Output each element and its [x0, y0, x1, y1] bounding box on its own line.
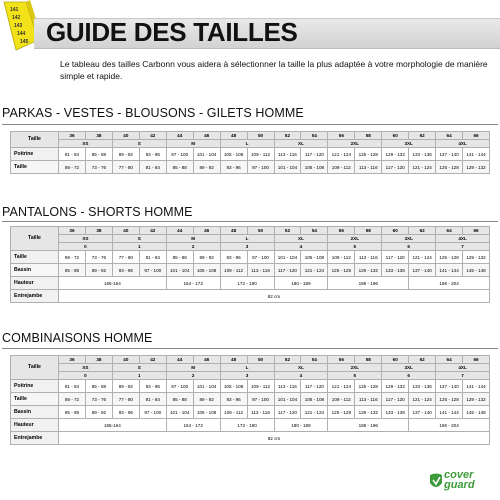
- size-number: 42: [139, 356, 166, 364]
- measure-value: 101 - 104: [274, 161, 301, 174]
- measure-value: 89 - 92: [85, 264, 112, 277]
- size-number: 38: [85, 356, 112, 364]
- table-row: [11, 406, 490, 419]
- measure-value: 81 - 84: [139, 251, 166, 264]
- size-letter: L: [220, 140, 274, 148]
- size-letter: 4XL: [436, 364, 490, 372]
- size-number: 66: [463, 132, 490, 140]
- measure-value: 137 - 140: [409, 264, 436, 277]
- entrejambe-label: Entrejambe: [11, 290, 59, 303]
- measure-value: 141 - 144: [463, 380, 490, 393]
- size-number: 60: [382, 227, 409, 235]
- entrejambe-value: 82 cm: [59, 290, 490, 303]
- measure-value: 105 - 108: [301, 251, 328, 264]
- size-number: 62: [409, 132, 436, 140]
- size-number: 52: [274, 227, 301, 235]
- measure-value: 105 - 108: [193, 406, 220, 419]
- measure-label: Taille: [11, 393, 59, 406]
- size-index: 0: [59, 243, 113, 251]
- size-index: 7: [436, 243, 490, 251]
- measure-value: 93 - 96: [112, 264, 139, 277]
- measure-value: 101 - 104: [166, 264, 193, 277]
- measure-value: 109 - 112: [247, 380, 274, 393]
- measure-value: 93 - 96: [139, 148, 166, 161]
- measure-value: 69 - 72: [59, 161, 86, 174]
- size-number: 66: [463, 227, 490, 235]
- measure-value: 113 - 116: [247, 264, 274, 277]
- size-number: 64: [436, 356, 463, 364]
- measure-value: 73 - 76: [85, 393, 112, 406]
- size-index: 4: [274, 243, 328, 251]
- measure-value: 89 - 92: [112, 148, 139, 161]
- size-letter: 3XL: [382, 140, 436, 148]
- size-index: 2: [166, 372, 220, 380]
- logo-line2: guard: [444, 479, 475, 491]
- measure-value: 109 - 112: [220, 264, 247, 277]
- measure-value: 117 - 120: [301, 380, 328, 393]
- hauteur-value: 188 - 196: [328, 419, 409, 432]
- section-title-parkas: PARKAS - VESTES - BLOUSONS - GILETS HOMME: [2, 106, 304, 120]
- size-number: 46: [193, 132, 220, 140]
- measure-value: 125 - 128: [436, 161, 463, 174]
- size-letter: 2XL: [328, 235, 382, 243]
- size-number: 36: [59, 132, 86, 140]
- section-divider: [2, 348, 498, 349]
- table-row: [11, 148, 490, 161]
- measure-value: 117 - 120: [274, 264, 301, 277]
- measure-value: 121 - 124: [301, 264, 328, 277]
- tape-number: 142: [12, 15, 21, 21]
- size-index: 5: [328, 243, 382, 251]
- hauteur-value: 164 - 172: [166, 277, 220, 290]
- taille-header-label: Taille: [11, 356, 59, 380]
- table-row: [11, 243, 490, 251]
- size-number: 64: [436, 132, 463, 140]
- size-number: 66: [463, 356, 490, 364]
- hauteur-label: Hauteur: [11, 419, 59, 432]
- measure-value: 69 - 72: [59, 393, 86, 406]
- table-row: [11, 132, 490, 140]
- page-title: GUIDE DES TAILLES: [46, 17, 298, 47]
- measure-value: 109 - 112: [247, 148, 274, 161]
- size-index: 6: [382, 243, 436, 251]
- size-number: 44: [166, 227, 193, 235]
- section-divider: [2, 221, 498, 222]
- measure-value: 97 - 100: [247, 251, 274, 264]
- table-row: [11, 290, 490, 303]
- hauteur-value: 180 - 189: [274, 277, 328, 290]
- size-number: 62: [409, 227, 436, 235]
- measure-value: 97 - 100: [166, 380, 193, 393]
- measure-value: 85 - 88: [59, 406, 86, 419]
- measure-value: 109 - 112: [328, 161, 355, 174]
- size-number: 56: [328, 132, 355, 140]
- measure-value: 81 - 84: [139, 161, 166, 174]
- measure-value: 113 - 116: [355, 251, 382, 264]
- table-row: [11, 227, 490, 235]
- size-index: 4: [274, 372, 328, 380]
- measure-value: 89 - 92: [193, 393, 220, 406]
- size-letter: S: [112, 235, 166, 243]
- measure-value: 133 - 136: [382, 264, 409, 277]
- table-row: [11, 235, 490, 243]
- size-table-combinaisons: [10, 355, 490, 445]
- measure-value: 73 - 76: [85, 251, 112, 264]
- logo-text: [444, 470, 475, 490]
- hauteur-value: 180 - 188: [274, 419, 328, 432]
- table-row: [11, 264, 490, 277]
- measure-label: Bassin: [11, 406, 59, 419]
- measure-value: 101 - 104: [193, 380, 220, 393]
- measure-value: 77 - 80: [112, 393, 139, 406]
- size-number: 48: [220, 227, 247, 235]
- section-title-combinaisons: COMBINAISONS HOMME: [2, 331, 153, 345]
- measure-value: 85 - 88: [166, 161, 193, 174]
- measure-value: 129 - 132: [382, 380, 409, 393]
- measure-value: 125 - 128: [355, 380, 382, 393]
- size-table-parkas: [10, 131, 490, 174]
- table-row: [11, 356, 490, 364]
- size-number: 42: [139, 132, 166, 140]
- measure-value: 125 - 128: [436, 393, 463, 406]
- measure-value: 101 - 104: [166, 406, 193, 419]
- section-divider: [2, 124, 498, 125]
- size-number: 52: [274, 132, 301, 140]
- measure-value: 137 - 140: [436, 148, 463, 161]
- measure-value: 113 - 116: [274, 380, 301, 393]
- measure-value: 125 - 128: [328, 406, 355, 419]
- hauteur-value: 172 - 180: [220, 419, 274, 432]
- logo-line1: cover: [444, 469, 474, 481]
- measure-label: Bassin: [11, 264, 59, 277]
- measure-value: 77 - 80: [112, 251, 139, 264]
- measure-value: 137 - 140: [409, 406, 436, 419]
- size-number: 58: [355, 356, 382, 364]
- size-number: 64: [436, 227, 463, 235]
- size-index: 5: [328, 372, 382, 380]
- measure-value: 129 - 132: [382, 148, 409, 161]
- entrejambe-label: Entrejambe: [11, 432, 59, 445]
- measure-value: 69 - 72: [59, 251, 86, 264]
- page-header: [0, 0, 500, 55]
- measure-value: 97 - 100: [247, 393, 274, 406]
- measure-value: 141 - 144: [436, 264, 463, 277]
- size-index: 1: [112, 243, 166, 251]
- measure-value: 117 - 120: [301, 148, 328, 161]
- taille-header-label: Taille: [11, 227, 59, 251]
- measure-value: 85 - 88: [59, 264, 86, 277]
- measure-value: 129 - 132: [463, 161, 490, 174]
- size-number: 60: [382, 132, 409, 140]
- measure-value: 85 - 88: [85, 148, 112, 161]
- measure-value: 125 - 128: [436, 251, 463, 264]
- measure-value: 109 - 112: [220, 406, 247, 419]
- measure-value: 73 - 76: [85, 161, 112, 174]
- size-number: 38: [85, 227, 112, 235]
- measure-value: 93 - 96: [220, 161, 247, 174]
- hauteur-value: 196 - 204: [409, 419, 490, 432]
- measure-value: 117 - 120: [382, 393, 409, 406]
- table-row: [11, 364, 490, 372]
- size-number: 50: [247, 132, 274, 140]
- measure-value: 121 - 124: [409, 161, 436, 174]
- table-row: [11, 372, 490, 380]
- measure-value: 129 - 132: [355, 406, 382, 419]
- table-row: [11, 380, 490, 393]
- size-index: 3: [220, 372, 274, 380]
- size-letter: M: [166, 140, 220, 148]
- measure-value: 125 - 128: [328, 264, 355, 277]
- size-index: 2: [166, 243, 220, 251]
- measure-value: 121 - 124: [328, 148, 355, 161]
- size-number: 58: [355, 227, 382, 235]
- size-letter: 3XL: [382, 364, 436, 372]
- size-letter: XL: [274, 235, 328, 243]
- measure-value: 145 - 148: [463, 264, 490, 277]
- hauteur-value: 196 - 204: [409, 277, 490, 290]
- size-letter: 3XL: [382, 235, 436, 243]
- taille-header-label: Taille: [11, 132, 59, 148]
- hauteur-value: 188 - 196: [328, 277, 409, 290]
- size-number: 44: [166, 132, 193, 140]
- measure-value: 85 - 88: [166, 393, 193, 406]
- measure-value: 93 - 96: [112, 406, 139, 419]
- measure-value: 121 - 124: [301, 406, 328, 419]
- size-number: 54: [301, 132, 328, 140]
- table-row: [11, 432, 490, 445]
- size-letter: L: [220, 235, 274, 243]
- measure-value: 89 - 92: [85, 406, 112, 419]
- measure-value: 105 - 108: [193, 264, 220, 277]
- measure-value: 81 - 84: [139, 393, 166, 406]
- hauteur-value: 165-164: [59, 277, 167, 290]
- size-number: 60: [382, 356, 409, 364]
- tape-number: 143: [14, 23, 23, 29]
- measure-value: 105 - 108: [301, 161, 328, 174]
- measure-label: Poitrine: [11, 380, 59, 393]
- measure-value: 81 - 84: [59, 380, 86, 393]
- size-letter: XS: [59, 140, 113, 148]
- measure-value: 105 - 108: [301, 393, 328, 406]
- section-title-pantalons: PANTALONS - SHORTS HOMME: [2, 205, 193, 219]
- size-number: 54: [301, 356, 328, 364]
- size-index: 3: [220, 243, 274, 251]
- measure-value: 129 - 132: [463, 251, 490, 264]
- measure-label: Taille: [11, 251, 59, 264]
- size-number: 48: [220, 356, 247, 364]
- measure-value: 113 - 116: [274, 148, 301, 161]
- tape-number: 141: [10, 7, 19, 13]
- cover-guard-logo: [428, 468, 498, 498]
- table-row: [11, 161, 490, 174]
- measure-value: 85 - 88: [85, 380, 112, 393]
- size-letter: XL: [274, 364, 328, 372]
- size-number: 58: [355, 132, 382, 140]
- measure-value: 133 - 136: [382, 406, 409, 419]
- measure-value: 101 - 104: [193, 148, 220, 161]
- measure-label: Poitrine: [11, 148, 59, 161]
- measure-value: 77 - 80: [112, 161, 139, 174]
- size-number: 62: [409, 356, 436, 364]
- size-number: 44: [166, 356, 193, 364]
- size-letter: S: [112, 364, 166, 372]
- table-row: [11, 251, 490, 264]
- size-number: 50: [247, 227, 274, 235]
- measure-value: 97 - 100: [166, 148, 193, 161]
- size-letter: XS: [59, 364, 113, 372]
- size-index: 6: [382, 372, 436, 380]
- tape-number: 144: [17, 31, 26, 37]
- table-row: [11, 140, 490, 148]
- size-index: 7: [436, 372, 490, 380]
- hauteur-value: 164 - 172: [166, 419, 220, 432]
- measure-value: 133 - 136: [409, 148, 436, 161]
- size-number: 40: [112, 132, 139, 140]
- table-row: [11, 277, 490, 290]
- size-number: 38: [85, 132, 112, 140]
- measure-value: 93 - 96: [220, 393, 247, 406]
- measure-value: 121 - 124: [409, 251, 436, 264]
- measure-value: 121 - 124: [409, 393, 436, 406]
- size-number: 42: [139, 227, 166, 235]
- measure-value: 113 - 116: [247, 406, 274, 419]
- table-row: [11, 419, 490, 432]
- measure-value: 121 - 124: [328, 380, 355, 393]
- size-letter: L: [220, 364, 274, 372]
- measure-value: 93 - 96: [139, 380, 166, 393]
- table-row: [11, 393, 490, 406]
- measure-value: 117 - 120: [274, 406, 301, 419]
- size-index: 0: [59, 372, 113, 380]
- measure-value: 109 - 112: [328, 251, 355, 264]
- measure-value: 105 - 108: [220, 148, 247, 161]
- measure-value: 101 - 104: [274, 251, 301, 264]
- size-number: 52: [274, 356, 301, 364]
- measure-value: 89 - 92: [193, 161, 220, 174]
- size-letter: 2XL: [328, 364, 382, 372]
- measure-value: 93 - 96: [220, 251, 247, 264]
- measure-value: 145 - 148: [463, 406, 490, 419]
- size-number: 54: [301, 227, 328, 235]
- size-number: 56: [328, 356, 355, 364]
- measure-value: 101 - 104: [274, 393, 301, 406]
- intro-text: Le tableau des tailles Carbonn vous aidera à sélectionner la taille la plus adaptée à votre morphologie de manière simple et rapide.: [60, 59, 488, 81]
- hauteur-label: Hauteur: [11, 277, 59, 290]
- measure-value: 141 - 144: [436, 406, 463, 419]
- size-number: 36: [59, 356, 86, 364]
- size-letter: 4XL: [436, 140, 490, 148]
- size-letter: M: [166, 235, 220, 243]
- size-letter: 4XL: [436, 235, 490, 243]
- measure-label: Taille: [11, 161, 59, 174]
- measure-value: 129 - 132: [463, 393, 490, 406]
- size-index: 1: [112, 372, 166, 380]
- measure-value: 137 - 140: [436, 380, 463, 393]
- measure-value: 109 - 112: [328, 393, 355, 406]
- measure-value: 97 - 100: [247, 161, 274, 174]
- measure-value: 97 - 100: [139, 406, 166, 419]
- hauteur-value: 172 - 180: [220, 277, 274, 290]
- measure-value: 113 - 116: [355, 161, 382, 174]
- size-number: 40: [112, 356, 139, 364]
- measure-value: 105 - 108: [220, 380, 247, 393]
- measure-value: 97 - 100: [139, 264, 166, 277]
- size-number: 50: [247, 356, 274, 364]
- size-letter: 2XL: [328, 140, 382, 148]
- size-number: 40: [112, 227, 139, 235]
- size-letter: XL: [274, 140, 328, 148]
- size-number: 48: [220, 132, 247, 140]
- measure-value: 117 - 120: [382, 251, 409, 264]
- measure-value: 133 - 136: [409, 380, 436, 393]
- size-letter: XS: [59, 235, 113, 243]
- measure-value: 113 - 116: [355, 393, 382, 406]
- measure-value: 125 - 128: [355, 148, 382, 161]
- measure-value: 85 - 88: [166, 251, 193, 264]
- size-number: 56: [328, 227, 355, 235]
- hauteur-value: 165-164: [59, 419, 167, 432]
- size-letter: M: [166, 364, 220, 372]
- size-number: 36: [59, 227, 86, 235]
- measure-value: 117 - 120: [382, 161, 409, 174]
- measure-value: 81 - 84: [59, 148, 86, 161]
- size-table-pantalons: [10, 226, 490, 303]
- size-letter: S: [112, 140, 166, 148]
- measure-value: 129 - 132: [355, 264, 382, 277]
- logo-leaf-icon: [428, 472, 444, 492]
- size-number: 46: [193, 356, 220, 364]
- size-number: 46: [193, 227, 220, 235]
- entrejambe-value: 82 cm: [59, 432, 490, 445]
- measure-value: 89 - 92: [193, 251, 220, 264]
- measure-value: 141 - 144: [463, 148, 490, 161]
- measure-value: 89 - 92: [112, 380, 139, 393]
- tape-number: 145: [20, 39, 29, 45]
